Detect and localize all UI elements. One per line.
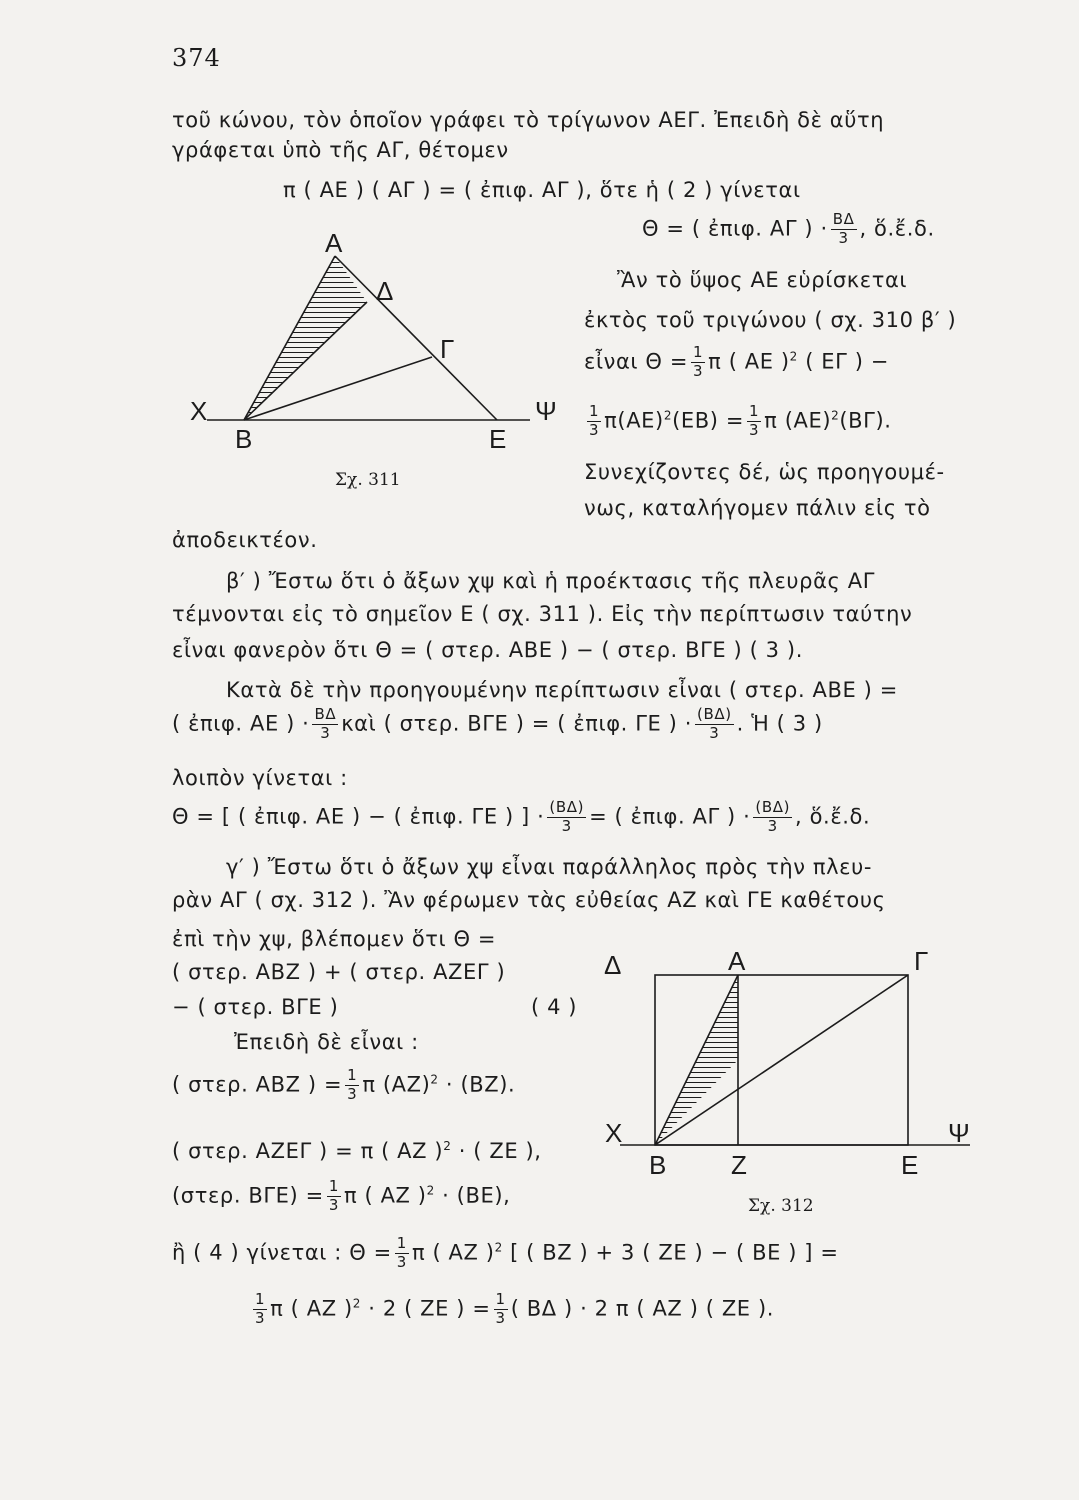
fig312-label-D: Δ — [604, 950, 622, 980]
fig312-label-PSI: Ψ — [948, 1118, 970, 1148]
equation-line: Θ = [ ( ἐπιφ. ΑΕ ) − ( ἐπιφ. ΓΕ ) ] · $\frac{(B\Delta)}{3}$ = ( ἐπιφ. ΑΓ ) · $\frac{(B\Delta)}{3}$ , ὅ.ἔ.δ. — [172, 798, 871, 835]
fraction: $\frac{1}{3}$ — [347, 1066, 358, 1103]
fraction: $\frac{1}{3}$ — [396, 1234, 407, 1271]
eq-part: , ὅ.ἔ.δ. — [859, 216, 935, 241]
fig311-hatched-region — [244, 256, 367, 420]
equation-line: ( στερ. ΑΒΖ ) = $\frac{1}{3}$ π $(AZ)^2 \cdot (BZ)$. — [172, 1066, 516, 1103]
text-line: τέμνονται εἰς τὸ σημεῖον Ε ( σχ. 311 ). Εἰς τὴν περίπτωσιν ταύτην — [172, 602, 913, 626]
fig312-label-E: Ε — [901, 1150, 919, 1180]
fraction: $\frac{B\Delta}{3}$ — [314, 705, 337, 742]
text-line: Συνεχίζοντες δέ, ὡς προηγουμέ- — [584, 460, 945, 484]
fig312-label-X: Χ — [605, 1118, 623, 1148]
fraction: $\frac{B\Delta}{3}$ — [832, 210, 855, 247]
fraction: $\frac{1}{3}$ — [749, 402, 760, 439]
fraction: $\frac{(B\Delta)}{3}$ — [549, 798, 585, 835]
text-line: Ἂν τὸ ὕψος ΑΕ εὑρίσκεται — [617, 268, 908, 292]
text-line: ρὰν ΑΓ ( σχ. 312 ). Ἂν φέρωμεν τὰς εὐθείας ΑΖ καὶ ΓΕ καθέτους — [172, 888, 886, 912]
text-line: γ′ ) Ἔστω ὅτι ὁ ἄξων χψ εἶναι παράλληλος πρὸς τὴν πλευ- — [226, 855, 873, 879]
fig311-label-D: Δ — [376, 276, 394, 306]
fig312-caption: Σχ. 312 — [748, 1196, 814, 1216]
text-line: λοιπὸν γίνεται : — [172, 766, 348, 790]
text-line: β′ ) Ἔστω ὅτι ὁ ἄξων χψ καὶ ἡ προέκτασις τῆς πλευρᾶς ΑΓ — [226, 569, 875, 593]
equation-line: π ( ΑΕ ) ( ΑΓ ) = ( ἐπιφ. ΑΓ ), ὅτε ἡ ( 2 ) γίνεται — [283, 178, 801, 202]
fig311-label-A: Α — [325, 228, 343, 258]
equation-line: (στερ. ΒΓΕ) = $\frac{1}{3}$ π ( ΑΖ )$^2$ · (ΒΕ), — [172, 1177, 511, 1214]
equation-number: ( 4 ) — [531, 995, 578, 1019]
text-line: Κατὰ δὲ τὴν προηγουμένην περίπτωσιν εἶναι ( στερ. ΑΒΕ ) = — [226, 678, 898, 702]
text-line: τοῦ κώνου, τὸν ὁποῖον γράφει τὸ τρίγωνον ΑΕΓ. Ἐπειδὴ δὲ αὕτη — [172, 108, 885, 132]
text-line: ἐκτὸς τοῦ τριγώνου ( σχ. 310 β′ ) — [584, 308, 957, 332]
fig311-label-G: Γ — [440, 334, 455, 364]
text-line: Ἐπειδὴ δὲ εἶναι : — [234, 1030, 419, 1054]
fraction: $\frac{1}{3}$ — [255, 1290, 266, 1327]
equation-line: $\frac{1}{3}$ π ( ΑΖ )$^2$ · 2 ( ΖΕ ) = $\frac{1}{3}$ ( ΒΔ ) · 2 π ( ΑΖ ) ( ΖΕ ). — [255, 1290, 775, 1327]
fraction: $\frac{1}{3}$ — [693, 343, 704, 380]
eq-part: Θ = ( ἐπιφ. ΑΓ ) · — [642, 216, 828, 241]
fig311-label-B: Β — [235, 424, 253, 454]
text-line: νως, καταλήγομεν πάλιν εἰς τὸ — [584, 496, 931, 520]
fraction: $\frac{(B\Delta)}{3}$ — [755, 798, 791, 835]
page-number: 374 — [172, 44, 221, 72]
text-line: − ( στερ. ΒΓΕ ) — [172, 995, 339, 1019]
fig311-label-PSI: Ψ — [535, 396, 557, 426]
fig311-label-X: Χ — [190, 396, 208, 426]
fraction: $\frac{(B\Delta)}{3}$ — [697, 705, 732, 742]
fig312-label-G: Γ — [914, 946, 929, 976]
fig312-label-Z: Ζ — [731, 1150, 747, 1180]
fraction: $\frac{1}{3}$ — [589, 402, 600, 439]
equation-line: $\frac{1}{3}$ $\pi(AE)^2(EB)$ = $\frac{1}{3}$ π $(AE)^2(B\Gamma)$. — [589, 402, 892, 439]
equation-line: ( στερ. ΑΖΕΓ ) = π ( ΑΖ )$^2$ · ( ΖΕ ), — [172, 1139, 542, 1163]
fig311-caption: Σχ. 311 — [335, 470, 401, 490]
fig311-label-E: Ε — [489, 424, 507, 454]
equation-line: ἢ ( 4 ) γίνεται : Θ = $\frac{1}{3}$ π ( ΑΖ )$^2$ [ ( ΒΖ ) + 3 ( ΖΕ ) − ( ΒΕ ) ] = — [172, 1234, 839, 1271]
fig312-line-BG — [655, 975, 908, 1145]
fig312-label-A: Α — [728, 946, 746, 976]
fig311-side-AE — [335, 256, 497, 420]
text-line: ἀποδεικτέον. — [172, 528, 318, 552]
fraction: $\frac{1}{3}$ — [495, 1290, 506, 1327]
text-line: ( στερ. ΑΒΖ ) + ( στερ. ΑΖΕΓ ) — [172, 960, 506, 984]
fig312-label-B: Β — [649, 1150, 667, 1180]
equation-line: ( ἐπιφ. ΑΕ ) · $\frac{B\Delta}{3}$ καὶ ( στερ. ΒΓΕ ) = ( ἐπιφ. ΓΕ ) · $\frac{(B\Delta)}{3}$ . Ἡ ( 3 ) — [172, 705, 823, 742]
text-line: γράφεται ὑπὸ τῆς ΑΓ, θέτομεν — [172, 138, 509, 162]
fraction: $\frac{1}{3}$ — [328, 1177, 339, 1214]
equation-line: εἶναι Θ = $\frac{1}{3}$ π ( ΑΕ )$^2$ ( ΕΓ ) − — [584, 343, 889, 380]
text-line: εἶναι φανερὸν ὅτι Θ = ( στερ. ΑΒΕ ) − ( στερ. ΒΓΕ ) ( 3 ). — [172, 638, 803, 662]
text-line: ἐπὶ τὴν χψ, βλέπομεν ὅτι Θ = — [172, 927, 497, 951]
